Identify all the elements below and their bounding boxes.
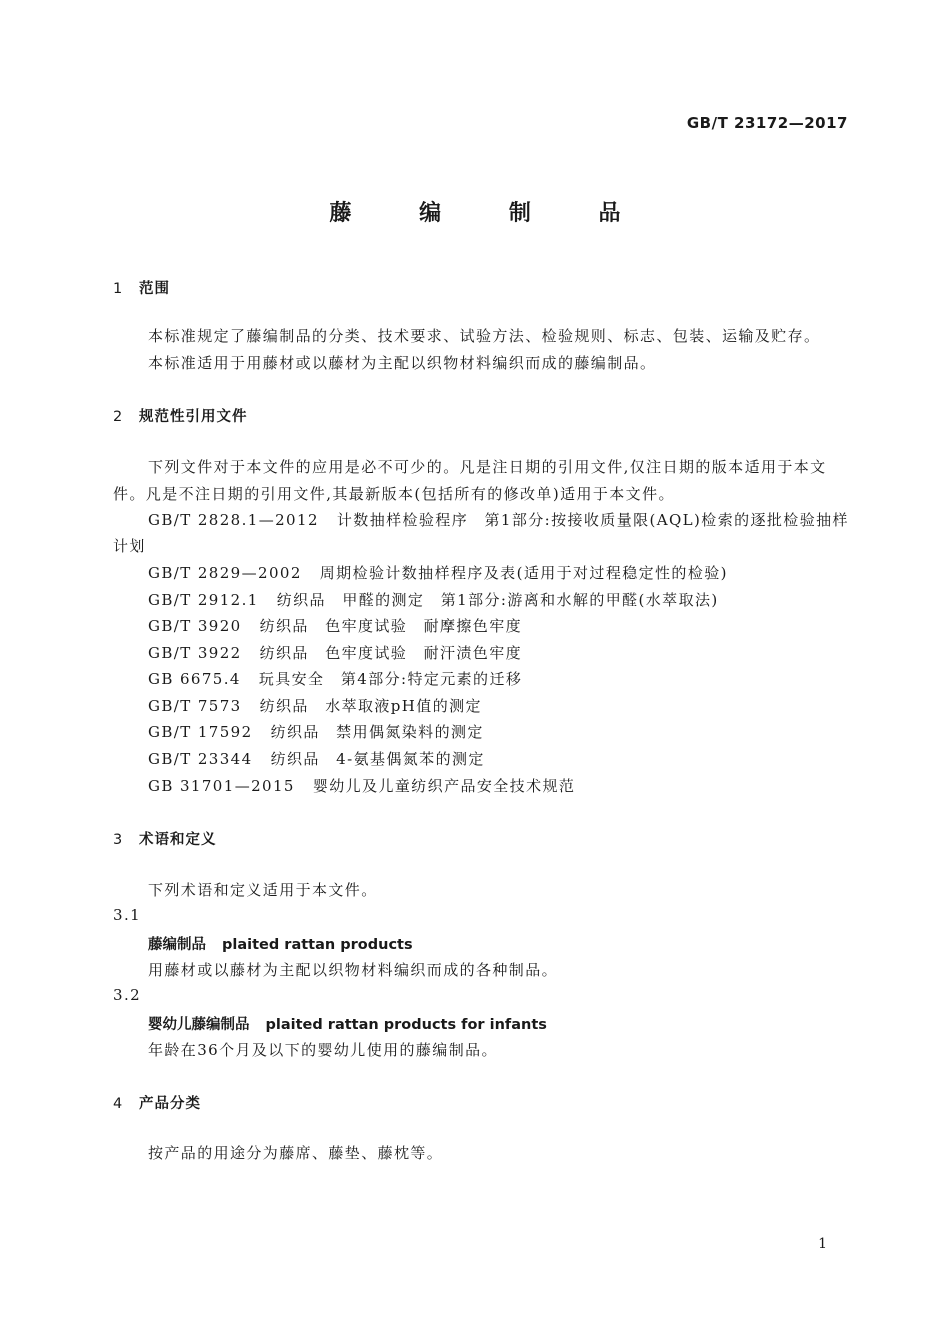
section-title: 规范性引用文件 (139, 409, 248, 425)
term-definition: 年龄在36个月及以下的婴幼儿使用的藤编制品。 (148, 1041, 498, 1059)
reference-item (148, 615, 522, 636)
reference-item (148, 589, 719, 610)
term-definition: 用藤材或以藤材为主配以织物材料编织而成的各种制品。 (148, 961, 559, 979)
reference-continuation: 计划 (113, 537, 146, 555)
reference-item (148, 509, 849, 530)
section-heading-classification (113, 1092, 201, 1113)
reference-title: 纺织品 色牢度试验 耐摩擦色牢度 (259, 617, 523, 635)
reference-code: GB/T 2912.1 (148, 591, 259, 609)
reference-item (148, 562, 728, 583)
section-number: 3 (113, 832, 124, 848)
paragraph: 件。凡是不注日期的引用文件,其最新版本(包括所有的修改单)适用于本文件。 (113, 485, 675, 503)
reference-code: GB/T 23344 (148, 750, 253, 768)
reference-title: 婴幼儿及儿童纺织产品安全技术规范 (312, 777, 576, 795)
reference-title: 玩具安全 第4部分:特定元素的迁移 (258, 670, 523, 688)
paragraph: 本标准适用于用藤材或以藤材为主配以织物材料编织而成的藤编制品。 (148, 354, 657, 372)
reference-code: GB/T 3922 (148, 644, 242, 662)
reference-title: 纺织品 4-氨基偶氮苯的测定 (270, 750, 485, 768)
reference-title: 纺织品 水萃取液pH值的测定 (259, 697, 482, 715)
paragraph: 按产品的用途分为藤席、藤垫、藤枕等。 (148, 1144, 444, 1162)
page-number: 1 (818, 1236, 827, 1252)
term-heading (148, 933, 413, 954)
section-number: 1 (113, 281, 124, 297)
paragraph: 本标准规定了藤编制品的分类、技术要求、试验方法、检验规则、标志、包装、运输及贮存。 (148, 327, 821, 345)
reference-item (148, 721, 484, 742)
section-number: 4 (113, 1096, 124, 1112)
paragraph: 下列文件对于本文件的应用是必不可少的。凡是注日期的引用文件,仅注日期的版本适用于本文 (148, 458, 827, 476)
reference-title: 周期检验计数抽样程序及表(适用于对过程稳定性的检验) (319, 564, 728, 582)
reference-code: GB/T 17592 (148, 723, 253, 741)
term-en: plaited rattan products for infants (265, 1017, 547, 1033)
standard-code: GB/T 23172—2017 (686, 114, 848, 132)
term-en: plaited rattan products (222, 937, 413, 953)
term-zh: 藤编制品 (148, 937, 206, 953)
term-zh: 婴幼儿藤编制品 (148, 1017, 250, 1033)
reference-item (148, 642, 522, 663)
reference-code: GB/T 3920 (148, 617, 242, 635)
section-heading-scope (113, 277, 170, 298)
reference-title: 纺织品 禁用偶氮染料的测定 (270, 723, 484, 741)
reference-code: GB 6675.4 (148, 670, 241, 688)
reference-title: 纺织品 色牢度试验 耐汗渍色牢度 (259, 644, 523, 662)
section-heading-terms-definitions (113, 828, 217, 849)
reference-item (148, 748, 485, 769)
document-title: 藤 编 制 品 (329, 201, 651, 226)
section-heading-normative-references (113, 405, 248, 426)
reference-code: GB/T 2828.1—2012 (148, 511, 319, 529)
reference-code: GB 31701—2015 (148, 777, 295, 795)
paragraph: 下列术语和定义适用于本文件。 (148, 881, 378, 899)
reference-code: GB/T 2829—2002 (148, 564, 302, 582)
section-number: 2 (113, 409, 124, 425)
reference-code: GB/T 7573 (148, 697, 242, 715)
reference-item (148, 775, 575, 796)
section-title: 产品分类 (139, 1096, 201, 1112)
term-number: 3.1 (113, 906, 142, 924)
reference-title: 计数抽样检验程序 第1部分:按接收质量限(AQL)检索的逐批检验抽样 (336, 511, 849, 529)
reference-item (148, 668, 522, 689)
term-heading (148, 1013, 547, 1034)
term-number: 3.2 (113, 986, 142, 1004)
section-title: 术语和定义 (139, 832, 217, 848)
reference-item (148, 695, 482, 716)
section-title: 范围 (139, 281, 170, 297)
reference-title: 纺织品 甲醛的测定 第1部分:游离和水解的甲醛(水萃取法) (276, 591, 719, 609)
